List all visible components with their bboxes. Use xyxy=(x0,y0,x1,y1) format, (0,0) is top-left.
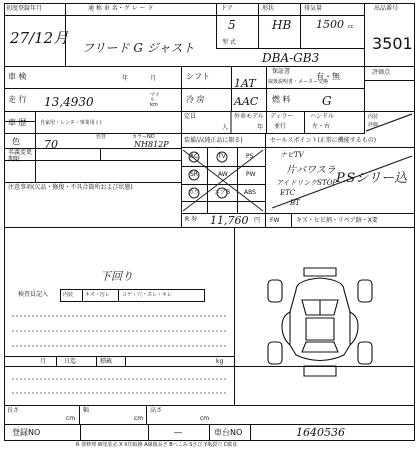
exterior-year-unit: 年 xyxy=(257,124,264,131)
mileage-unit: マイル km xyxy=(150,92,160,108)
weight-unit: kg xyxy=(216,358,224,365)
inspection-year-unit: 年 xyxy=(122,75,129,82)
handle-label: ハンドル xyxy=(310,113,335,120)
equip-tv: TV xyxy=(218,153,226,160)
evaluation-label: 評価点 xyxy=(372,69,391,76)
length-label: 長さ xyxy=(7,407,20,414)
inspection-label: 車 検 xyxy=(8,72,27,81)
door-label: ドア xyxy=(221,5,233,12)
width-unit: cm xyxy=(134,415,144,422)
history-label: 車 歴 xyxy=(8,118,27,127)
chassis-label: 車台NO xyxy=(214,428,243,437)
dealer-sub: 並行 xyxy=(274,123,287,130)
recycle-value: 11,760 xyxy=(210,214,249,227)
warranty-label: 保証書 xyxy=(272,68,291,75)
warranty-options: 有・無 xyxy=(316,72,340,81)
equipment-label: 装備品(純正品に限る) xyxy=(184,137,243,144)
footer-legend: R 要修理 W塗装必 X X印取換 A線傷長さ Bへこみ Sさび Y亀裂穴 C腐食 xyxy=(76,442,238,448)
displacement-unit: cc xyxy=(348,24,354,30)
inspector-label: 検査員記入 xyxy=(18,291,49,298)
interior-sub: 評価 xyxy=(368,122,379,128)
color-value: 70 xyxy=(44,138,58,151)
reg-no-label: 登録NO xyxy=(12,428,41,437)
inspector-tab-scratch[interactable]: キズ・汚レ xyxy=(85,292,110,298)
height-unit: cm xyxy=(200,415,210,422)
doors-value: 5 xyxy=(228,18,236,32)
mileage-value: 13,4930 xyxy=(44,95,94,109)
warranty-note: 取扱説明書・メーター交換 xyxy=(268,79,329,85)
ac-value: AAC xyxy=(234,95,259,108)
fuel-value: G xyxy=(322,94,332,108)
width-label: 幅 xyxy=(83,407,90,414)
ac-label: 冷 房 xyxy=(186,95,205,104)
reg-dash: ― xyxy=(174,428,182,437)
color-no-value: NH812P xyxy=(134,140,169,149)
equip-ac: AC xyxy=(190,153,199,160)
model-label: 型 式 xyxy=(222,39,236,46)
underbody-title: 下回り xyxy=(100,270,133,283)
displacement-value: 1500 xyxy=(316,18,344,31)
capacity-unit: 人 xyxy=(222,124,229,131)
listing-number: 3501 xyxy=(372,34,413,53)
equip-ps: PS xyxy=(246,153,254,160)
equip-abs: ABS xyxy=(244,189,256,196)
equip-pw: PW xyxy=(246,171,256,178)
recycle-label: R 券 xyxy=(185,216,198,223)
chassis-value: 1640536 xyxy=(296,426,345,439)
sales-point-line-3: アイドリングSTOP xyxy=(276,179,338,187)
shape-value: HB xyxy=(272,18,292,32)
color-label: 色 xyxy=(12,137,20,146)
damage-fw-label: FW xyxy=(270,217,280,224)
car-name-value: フリード G ジャスト xyxy=(82,41,195,55)
capacity-label: 定員 xyxy=(184,113,197,120)
shape-label: 形状 xyxy=(262,5,275,12)
equip-airbag: エアB xyxy=(214,189,231,196)
sales-point-line-1: ナビTV xyxy=(280,151,304,159)
interior-label: 内装 xyxy=(368,114,379,120)
shift-value: 1AT xyxy=(234,77,256,90)
first-reg-value: 27/12月 xyxy=(10,29,69,47)
loading-label: 積載 xyxy=(100,358,113,365)
shift-label: シフト xyxy=(186,72,210,81)
equip-leather: カワ xyxy=(188,189,201,196)
date-day-label: 日迄 xyxy=(64,358,77,365)
displacement-label: 排気量 xyxy=(304,5,323,12)
inspector-tab-burn[interactable]: コゲ・穴・スレ・キレ xyxy=(122,292,172,298)
length-unit: cm xyxy=(66,415,76,422)
exterior-model-label: 外車モデル xyxy=(234,113,264,120)
car-diagram xyxy=(268,268,372,376)
mileage-label: 走 行 xyxy=(8,95,27,104)
notes-label: 注意事項(欠品・修復・不具合箇所および状態) xyxy=(8,184,133,191)
recycle-unit: 円 xyxy=(254,217,261,224)
car-name-label: 通 称 車 名・グ レ ー ド xyxy=(88,5,154,12)
name-change-label: 名義変更 xyxy=(8,149,33,156)
name-change-sub: 期限 xyxy=(8,156,21,163)
equip-sr: SR xyxy=(190,171,198,178)
damage-legend: キズ・ヒビ割・リペア跡・X要 xyxy=(296,217,378,224)
sales-point-line-4: ETC xyxy=(280,189,296,197)
history-options: 自家用・レンタ・事業用 ( ) xyxy=(40,120,102,126)
color-change-label: 色替 xyxy=(96,134,107,140)
fuel-label: 燃 料 xyxy=(272,95,291,104)
equip-aw: AW xyxy=(218,171,228,178)
sales-point-line-5: P.Sシリー込 xyxy=(336,171,408,186)
first-reg-label: 初度登録年月 xyxy=(6,5,43,12)
model-value: DBA-GB3 xyxy=(262,51,320,65)
sales-point-label: セールスポイント(正常に機能するもの) xyxy=(270,137,377,144)
color-no-label: カラーNO xyxy=(132,134,155,140)
date-month-label: 月 xyxy=(40,358,47,365)
height-label: 高さ xyxy=(150,407,163,414)
dealer-label: ディラー xyxy=(270,113,294,120)
handle-options: 左・右 xyxy=(312,123,331,130)
inspector-tab-interior[interactable]: 内装 xyxy=(63,292,74,298)
listing-label: 出品番号 xyxy=(374,5,399,12)
sales-point-line-6: BT xyxy=(290,199,300,207)
inspection-month-unit: 月 xyxy=(150,75,157,82)
sales-point-line-2: 片パワスラ xyxy=(286,165,336,176)
